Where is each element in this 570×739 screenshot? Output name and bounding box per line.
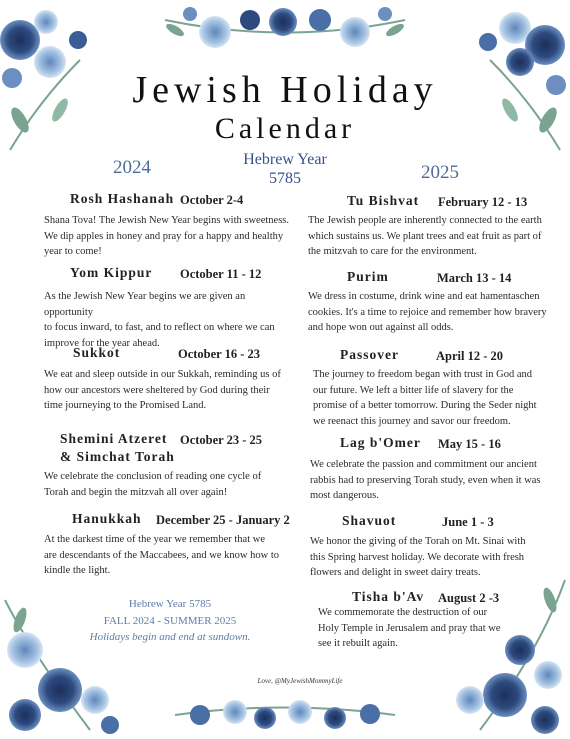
holiday-name: Purim: [347, 269, 389, 284]
footer-season-range: FALL 2024 - SUMMER 2025: [103, 615, 237, 627]
holiday-name: Passover: [340, 347, 399, 362]
holiday-date: April 12 - 20: [436, 349, 504, 363]
holiday-name-second-line: & Simchat Torah: [60, 449, 175, 464]
flower-cluster-top-center: [164, 7, 405, 48]
holiday-date: August 2 -3: [438, 591, 500, 605]
holiday-date: December 25 - January 2: [156, 513, 290, 527]
holiday-date: October 23 - 25: [180, 433, 263, 447]
holiday-date: February 12 - 13: [438, 195, 528, 209]
holiday-name: Yom Kippur: [70, 265, 153, 280]
holiday-name: Rosh Hashanah: [70, 191, 175, 206]
holiday-name: Lag b'Omer: [340, 435, 421, 450]
holiday-description: We honor the giving of the Torah on Mt. Sinai with this Spring harvest holiday. We decorate with fresh flowers and delight in sweet dairy treats.: [310, 536, 526, 578]
page-title: Jewish Holiday: [132, 69, 438, 111]
holiday-date: May 15 - 16: [438, 437, 501, 451]
holiday-name: Shemini Atzeret: [60, 431, 168, 446]
holiday-description: We dress in costume, drink wine and eat hamentaschen cookies. It's a time to rejoice and remember how bravery and hope won out against all odds.: [308, 291, 547, 333]
year-left: 2024: [113, 157, 151, 178]
holiday-description: We eat and sleep outside in our Sukkah, reminding us of how our ancestors were sheltered by God during their time journeying to the Promised Land.: [44, 369, 281, 411]
footer-sundown-note: Holidays begin and end at sundown.: [89, 631, 251, 643]
hebrew-year-heading: [225, 150, 345, 188]
holiday-date: March 13 - 14: [437, 271, 512, 285]
credit-signature: Love, @MyJewishMommyLife: [257, 677, 343, 685]
holiday-date: October 16 - 23: [178, 347, 261, 361]
holiday-name: Hanukkah: [72, 511, 142, 526]
flower-cluster-bottom-center: [175, 700, 395, 729]
page-subtitle: Calendar: [214, 112, 356, 145]
holiday-description: We celebrate the conclusion of reading one cycle of Torah and begin the mitzvah all over again!: [44, 471, 262, 498]
holiday-date: October 11 - 12: [180, 267, 262, 281]
holiday-description: We celebrate the passion and commitment our ancient rabbis had to preserving Torah study, even when it was most dangerous.: [310, 459, 541, 501]
holiday-date: October 2-4: [180, 193, 244, 207]
footer-hebrew-year: Hebrew Year 5785: [128, 598, 212, 610]
hebrew-year-number: 5785: [269, 170, 301, 187]
holiday-description: The journey to freedom began with trust in God and our future. We left a bitter life of slavery for the promise of a better tomorrow. During the Seder night we reenact this journey and savor our freedom.: [313, 369, 537, 427]
year-right: 2025: [421, 162, 459, 183]
holiday-date: June 1 - 3: [442, 515, 494, 529]
holiday-name: Shavuot: [342, 513, 397, 528]
holiday-description: Shana Tova! The Jewish New Year begins with sweetness. We dip apples in honey and pray for a happy and healthy year to come!: [44, 215, 290, 257]
hebrew-year-label: Hebrew Year: [243, 151, 327, 168]
holiday-name: Tisha b'Av: [352, 589, 425, 604]
holiday-description: At the darkest time of the year we remember that we are descendants of the Maccabees, and we know how to kindle the light.: [44, 534, 279, 576]
holiday-name: Sukkot: [73, 345, 121, 360]
holiday-name: Tu Bishvat: [347, 193, 420, 208]
holiday-description: The Jewish people are inherently connected to the earth which sustains us. We plant trees and eat fruit as part of the mitzvah to care for the environment.: [308, 215, 542, 257]
holiday-description: As the Jewish New Year begins we are given an opportunity to focus inward, to fast, and to reflect on where we can improve for the year ahead.: [44, 291, 275, 349]
holiday-description: We commemorate the destruction of our Holy Temple in Jerusalem and pray that we see it rebuilt again.: [318, 607, 501, 649]
